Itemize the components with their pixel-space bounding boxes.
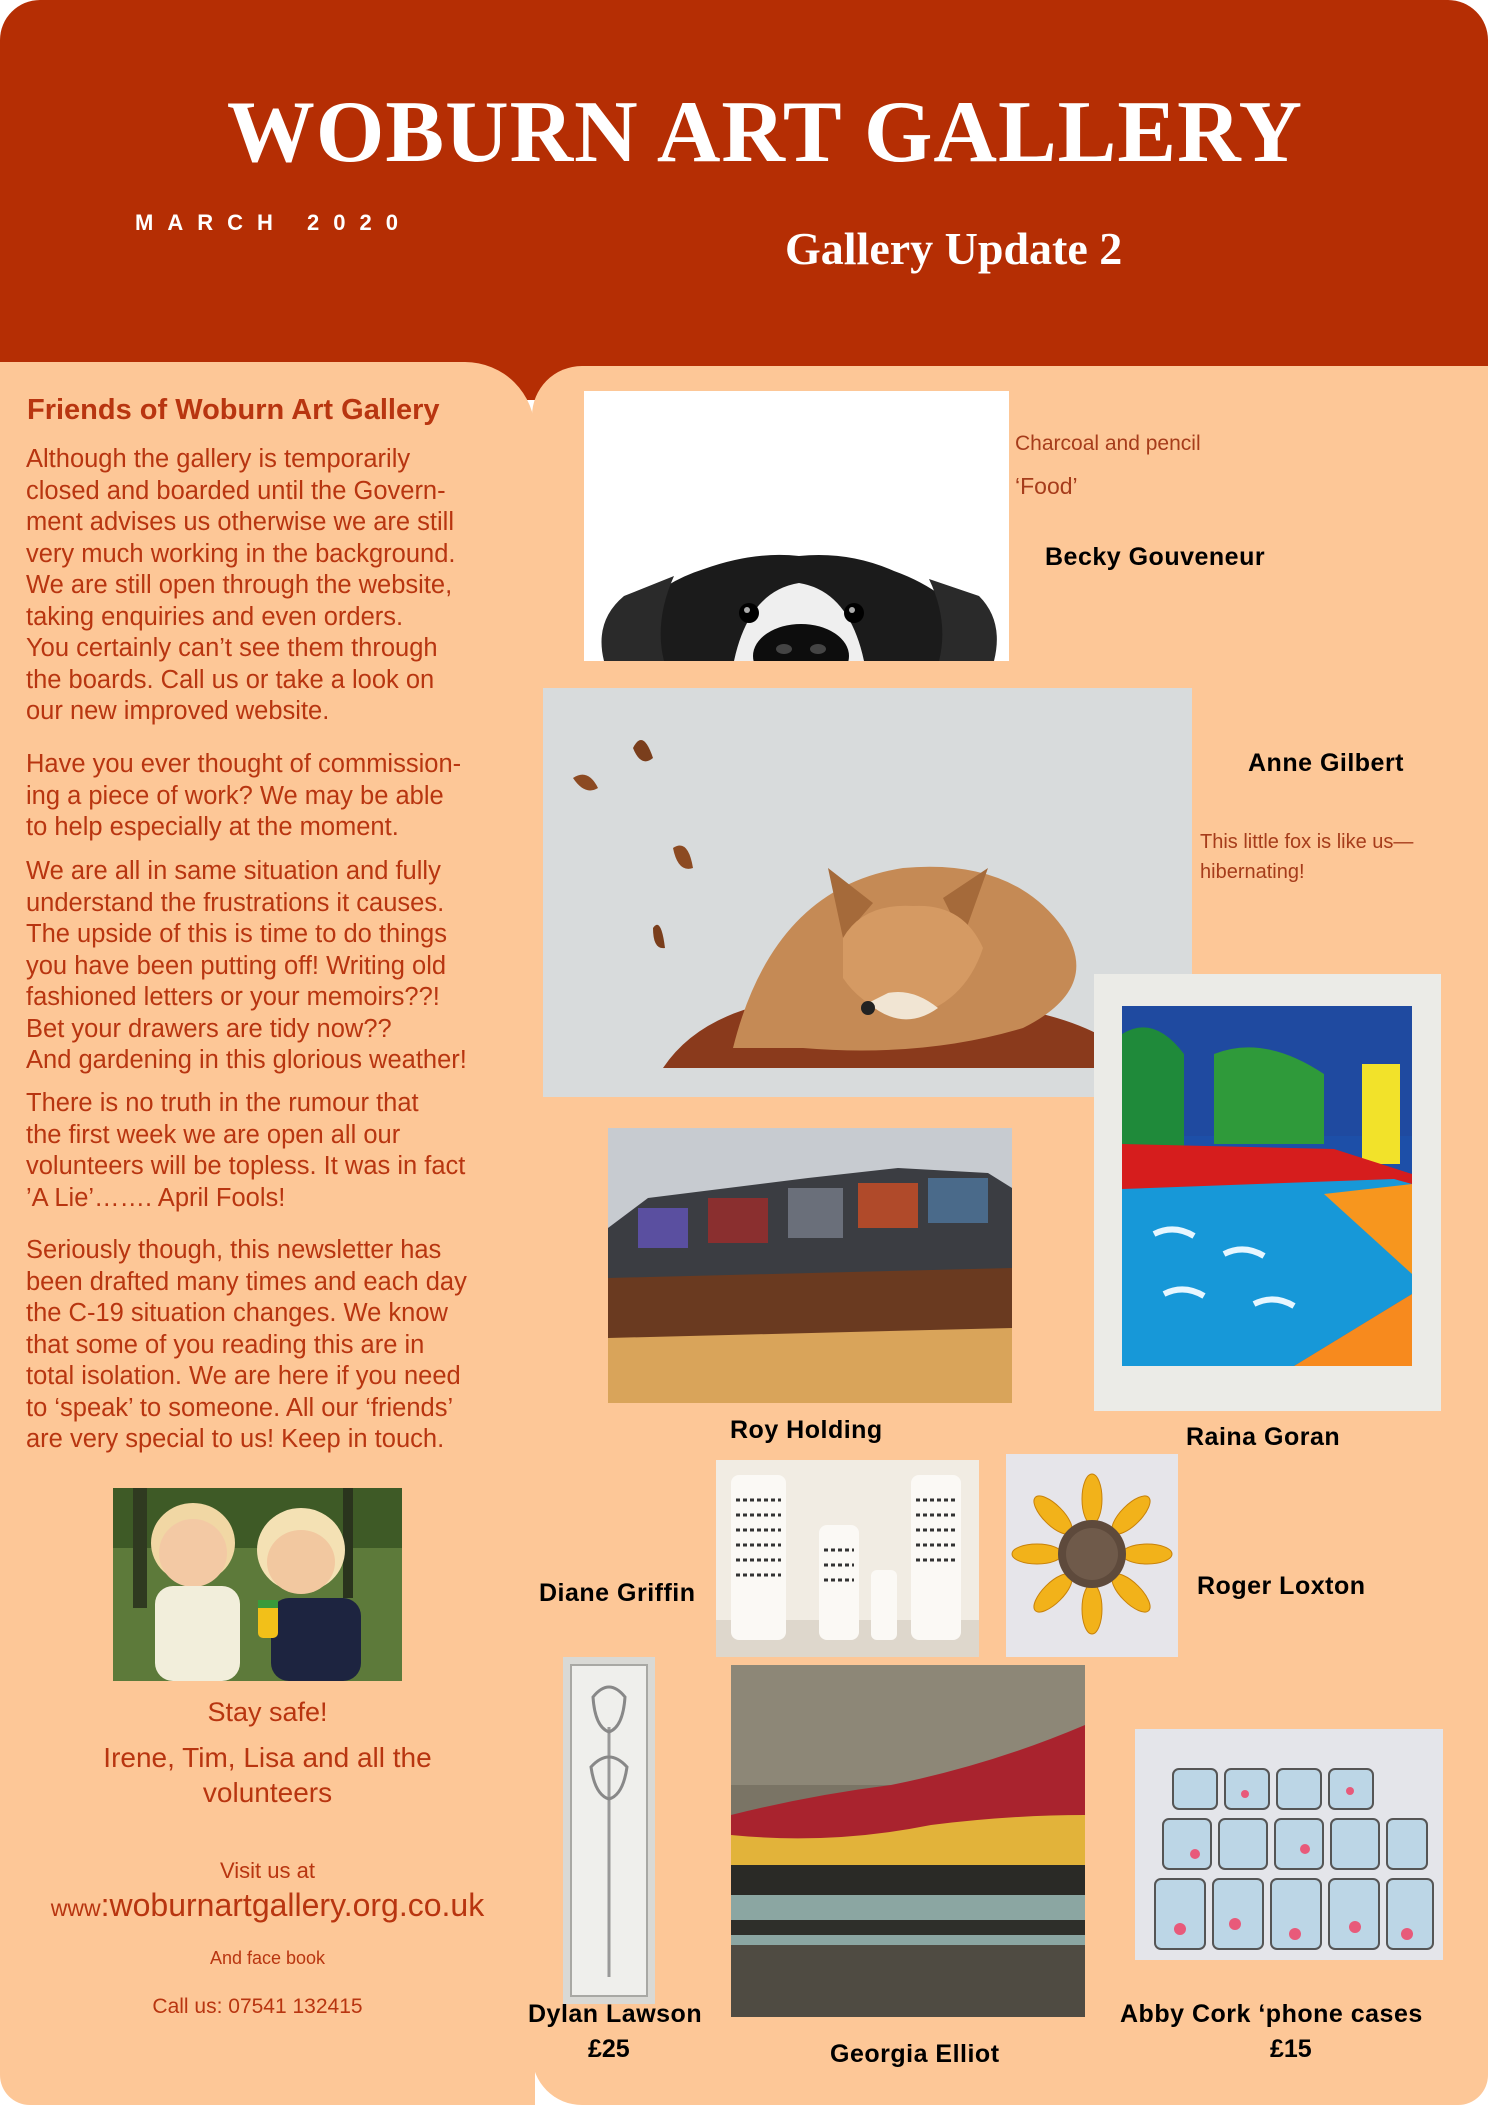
facebook-text: And face book xyxy=(209,1948,326,1968)
pool-painting xyxy=(1094,974,1441,1411)
artist-roy-holding: Roy Holding xyxy=(730,1416,883,1444)
gallery-title: WOBURN ART GALLERY xyxy=(226,84,1304,181)
sunflower-glass xyxy=(1006,1454,1178,1657)
website-link[interactable] xyxy=(0,1887,535,1924)
header-banner xyxy=(0,0,1488,400)
artist-roger-loxton: Roger Loxton xyxy=(1197,1572,1366,1600)
website-www: www xyxy=(50,1895,101,1921)
signoff-names-line2: volunteers xyxy=(202,1777,333,1808)
artist-anne-gilbert: Anne Gilbert xyxy=(1248,749,1405,777)
becky-caption-medium: Charcoal and pencil xyxy=(1015,432,1201,455)
visit-us-text: Visit us at xyxy=(220,1858,315,1883)
dog-drawing xyxy=(584,391,1009,661)
paragraph-commission: Have you ever thought of commission- ing a piece of work? We may be able to help especially at the moment. xyxy=(26,750,462,841)
paragraph-closure: Although the gallery is temporarily closed and boarded until the Govern- ment advises us otherwise we are still very much working in the background. We are still open through the website, taking enquiries and even orders. You certainly can’t see them through the boards. Call us or take a look on our new improved website. xyxy=(26,445,456,725)
signoff-names-line1: Irene, Tim, Lisa and all the xyxy=(103,1742,432,1773)
artist-abby-cork: Abby Cork ‘phone cases xyxy=(1120,2000,1423,2028)
children-photo xyxy=(113,1488,402,1681)
artist-georgia-elliot: Georgia Elliot xyxy=(830,2040,1000,2068)
stilt-houses-painting xyxy=(608,1128,1012,1403)
artist-raina-goran: Raina Goran xyxy=(1186,1423,1341,1451)
phone-cases-photo xyxy=(1135,1729,1443,1960)
paragraph-seriously: Seriously though, this newsletter has been drafted many times and each day the C-19 situation changes. We know that some of you reading this are in total isolation. We are here if you need to ‘speak’ to someone. All our ‘friends’ are very special to us! Keep in touch. xyxy=(26,1236,467,1453)
issue-date: MARCH 2020 xyxy=(135,210,412,235)
paragraph-situation: We are all in same situation and fully understand the frustrations it causes. The upside of this is time to do things you have been putting off! Writing old fashioned letters or your memoirs??! Bet your drawers are tidy now?? And gardening in this glorious weather! xyxy=(26,857,467,1074)
phone-text: Call us: 07541 132415 xyxy=(152,1995,363,2018)
anne-caption-line1: This little fox is like us— xyxy=(1200,831,1414,853)
artist-becky-gouveneur: Becky Gouveneur xyxy=(1045,543,1266,571)
update-title: Gallery Update 2 xyxy=(785,223,1123,274)
price-abby-cork: £15 xyxy=(1270,2035,1312,2063)
landscape-painting xyxy=(731,1665,1085,2017)
friends-heading: Friends of Woburn Art Gallery xyxy=(27,394,440,426)
becky-caption-title: ‘Food’ xyxy=(1015,473,1078,499)
paragraph-april-fools: There is no truth in the rumour that the first week we are open all our volunteers will be topless. It was in fact ’A Lie’……. April Fools! xyxy=(26,1089,466,1212)
artist-diane-griffin: Diane Griffin xyxy=(539,1579,696,1607)
vases-photo xyxy=(716,1460,979,1657)
anne-caption-line2: hibernating! xyxy=(1200,861,1305,883)
price-dylan-lawson: £25 xyxy=(588,2035,630,2063)
stay-safe-text: Stay safe! xyxy=(207,1697,328,1727)
poppy-tile xyxy=(563,1657,655,2004)
artist-dylan-lawson: Dylan Lawson xyxy=(528,2000,703,2028)
website-url: :woburnartgallery.org.co.uk xyxy=(100,1887,485,1923)
